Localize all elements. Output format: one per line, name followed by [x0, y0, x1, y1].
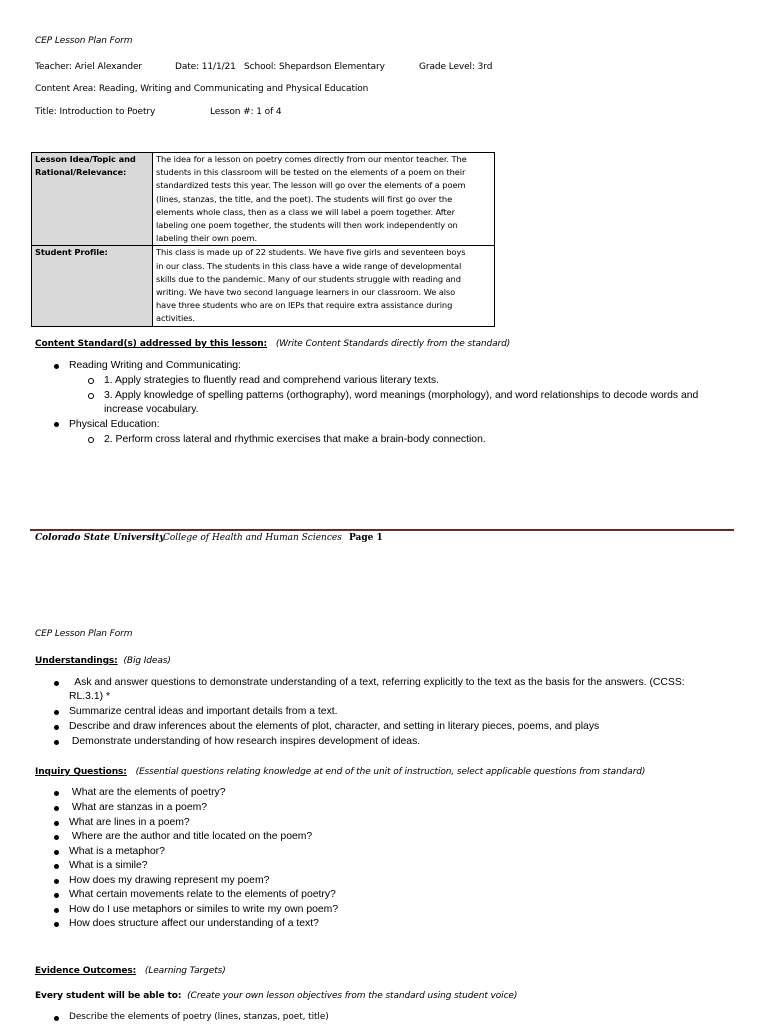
- bullet-icon: [54, 850, 59, 855]
- understanding-item: Ask and answer questions to demonstrate understanding of a text, referring explicitly to the text as the basis for the answers. (CCSS:: [69, 677, 685, 688]
- every-student-note: (Create your own lesson objectives from the standard using student voice): [187, 991, 518, 1001]
- lesson-number-field: Lesson #: 1 of 4: [210, 107, 282, 117]
- understanding-item: Demonstrate understanding of how research inspires development of ideas.: [69, 736, 421, 747]
- content-area-field: Content Area: Reading, Writing and Communicating and Physical Education: [35, 84, 369, 94]
- rationale-line: labeling one poem together, the students will then work independently on: [156, 220, 458, 231]
- standard-rwc-1: 1. Apply strategies to fluently read and comprehend various literary texts.: [104, 375, 439, 386]
- rationale-label-line: Rational/Relevance:: [35, 167, 127, 178]
- profile-line: skills due to the pandemic. Many of our students struggle with reading and: [156, 273, 461, 284]
- standard-rwc: Reading Writing and Communicating:: [69, 360, 241, 371]
- objective-item: Describe the elements of poetry (lines, stanzas, poet, title): [69, 1012, 329, 1022]
- inquiry-note: (Essential questions relating knowledge at end of the unit of instruction, select applicable questions from standard): [135, 767, 646, 777]
- rationale-line: students in this classroom will be tested on the elements of a poem on their: [156, 167, 466, 178]
- standard-rwc-3: 3. Apply knowledge of spelling patterns (orthography), word meanings (morphology), and word relationships to decode words and: [104, 390, 699, 401]
- sub-bullet-icon: [88, 437, 94, 443]
- inquiry-item: What are the elements of poetry?: [69, 787, 226, 798]
- rationale-line: labeling their own poem.: [156, 233, 258, 244]
- rationale-line: The idea for a lesson on poetry comes directly from our mentor teacher. The: [156, 154, 467, 164]
- footer-divider: [30, 529, 734, 531]
- bullet-icon: [54, 879, 59, 884]
- inquiry-item: What is a simile?: [69, 860, 148, 871]
- bullet-icon: [54, 422, 59, 427]
- bullet-icon: [54, 791, 59, 796]
- every-student-row: [35, 991, 517, 1001]
- standard-pe: Physical Education:: [69, 419, 160, 430]
- title-field: Title: Introduction to Poetry: [35, 107, 156, 117]
- standards-heading: Content Standard(s) addressed by this lesson:: [35, 339, 268, 349]
- date-field: Date: 11/1/21: [175, 62, 236, 72]
- profile-line: This class is made up of 22 students. We have five girls and seventeen boys: [156, 247, 466, 258]
- every-student-heading: Every student will be able to:: [35, 991, 182, 1001]
- table-row: [32, 246, 495, 326]
- bullet-icon: [54, 710, 59, 715]
- school-field: School: Shepardson Elementary: [244, 62, 385, 72]
- inquiry-item: What are stanzas in a poem?: [69, 802, 208, 813]
- rationale-label-line: Lesson Idea/Topic and: [35, 154, 136, 164]
- inquiry-item: How do I use metaphors or similes to write my own poem?: [69, 904, 339, 915]
- bullet-icon: [54, 740, 59, 745]
- understanding-item-cont: RL.3.1) *: [69, 691, 111, 702]
- bullet-icon: [54, 806, 59, 811]
- rationale-line: standardized tests this year. The lesson will go over the elements of a poem: [156, 180, 466, 191]
- evidence-heading-row: [35, 966, 226, 976]
- table-row: [32, 153, 495, 246]
- form-title: CEP Lesson Plan Form: [35, 36, 133, 46]
- sub-bullet-icon: [88, 378, 94, 384]
- understanding-item: Describe and draw inferences about the elements of plot, character, and setting in literary pieces, poems, and plays: [69, 721, 600, 732]
- footer-college: College of Health and Human Sciences: [163, 533, 342, 543]
- student-profile-text: [153, 246, 495, 326]
- sub-bullet-icon: [88, 393, 94, 399]
- inquiry-heading: Inquiry Questions:: [35, 767, 127, 777]
- profile-line: in our class. The students in this class have a wide range of developmental: [156, 260, 462, 271]
- standard-rwc-3-cont: increase vocabulary.: [104, 404, 199, 415]
- bullet-icon: [54, 681, 59, 686]
- bullet-icon: [54, 922, 59, 927]
- bullet-icon: [54, 364, 59, 369]
- bullet-icon: [54, 864, 59, 869]
- standards-heading-row: [35, 339, 510, 349]
- inquiry-item: How does structure affect our understanding of a text?: [69, 918, 319, 929]
- student-profile-label: Student Profile:: [32, 246, 153, 326]
- bullet-icon: [54, 1016, 59, 1021]
- understandings-heading-row: [35, 656, 171, 666]
- standard-pe-2: 2. Perform cross lateral and rhythmic exercises that make a brain-body connection.: [104, 434, 486, 445]
- inquiry-heading-row: [35, 767, 645, 777]
- understanding-item: Summarize central ideas and important details from a text.: [69, 706, 338, 717]
- form-title-page2: CEP Lesson Plan Form: [35, 629, 133, 639]
- bullet-icon: [54, 908, 59, 913]
- inquiry-item: How does my drawing represent my poem?: [69, 875, 270, 886]
- standards-note: (Write Content Standards directly from the standard): [275, 339, 511, 349]
- bullet-icon: [54, 725, 59, 730]
- teacher-field: Teacher: Ariel Alexander: [35, 62, 143, 72]
- bullet-icon: [54, 835, 59, 840]
- bullet-icon: [54, 821, 59, 826]
- rationale-line: (lines, stanzas, the title, and the poet). The students will first go over the: [156, 193, 453, 204]
- inquiry-item: Where are the author and title located on the poem?: [69, 831, 313, 842]
- bullet-icon: [54, 893, 59, 898]
- profile-line: writing. We have two second language learners in our classroom. We also: [156, 287, 456, 298]
- understandings-heading: Understandings:: [35, 656, 118, 666]
- evidence-note: (Learning Targets): [144, 966, 226, 976]
- inquiry-item: What is a metaphor?: [69, 846, 165, 857]
- inquiry-item: What certain movements relate to the elements of poetry?: [69, 889, 336, 900]
- rationale-label: [32, 153, 153, 246]
- inquiry-item: What are lines in a poem?: [69, 817, 190, 828]
- footer-university: Colorado State University: [35, 533, 165, 543]
- footer-page: Page 1: [349, 533, 383, 543]
- evidence-heading: Evidence Outcomes:: [35, 966, 137, 976]
- lesson-info-table: [31, 152, 495, 327]
- rationale-text: [153, 153, 495, 246]
- rationale-line: elements whole class, then as a class we will label a poem together. After: [156, 206, 455, 217]
- grade-field: Grade Level: 3rd: [419, 62, 493, 72]
- profile-line: have three students who are on IEPs that require extra assistance during: [156, 300, 453, 311]
- profile-line: activities.: [156, 313, 195, 324]
- understandings-note: (Big Ideas): [123, 656, 171, 666]
